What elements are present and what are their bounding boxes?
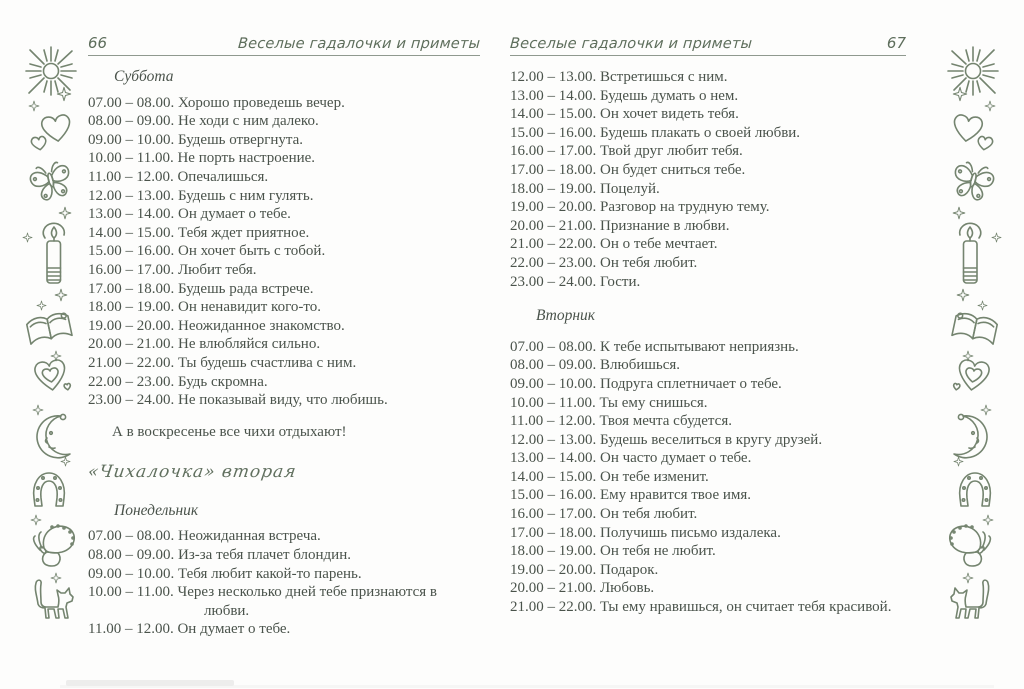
sparkle-star-icon <box>991 232 1002 243</box>
page-number: 66 <box>88 34 108 52</box>
fortune-entry <box>88 373 480 392</box>
sparkle-star-icon <box>22 232 33 243</box>
entry-text: Признание в любви. <box>600 217 730 234</box>
fortune-entry <box>510 356 906 375</box>
fortune-entry <box>510 505 906 524</box>
day-heading: Суббота <box>114 68 174 85</box>
entry-text: Получишь письмо издалека. <box>600 524 781 541</box>
fortune-entry <box>510 254 906 273</box>
side-butterfly-icon <box>946 520 998 572</box>
entry-text: Поцелуй. <box>600 180 660 197</box>
entry-text: Хорошо проведешь вечер. <box>178 94 345 111</box>
page-67 <box>510 30 906 617</box>
time-range: 09.00 – 10.00. <box>510 375 600 392</box>
entry-text: Тебя ждет приятное. <box>178 224 310 241</box>
sparkle-star-icon <box>28 100 40 112</box>
fortune-entry <box>510 217 906 236</box>
entry-text: Влюбишься. <box>600 357 681 374</box>
time-range: 15.00 – 16.00. <box>88 243 178 260</box>
time-range: 14.00 – 15.00. <box>510 468 600 485</box>
entry-text: Ты будешь счастлива с ним. <box>178 354 357 371</box>
time-range: 19.00 – 20.00. <box>510 199 600 216</box>
time-range: 21.00 – 22.00. <box>510 236 600 253</box>
entry-text: Он тебя не любит. <box>600 543 716 560</box>
butterfly-icon <box>948 156 998 206</box>
time-range: 21.00 – 22.00. <box>510 599 600 616</box>
time-range: 10.00 – 11.00. <box>88 584 178 601</box>
entry-text: Он о тебе мечтает. <box>600 236 718 253</box>
entry-text: Тебя любит какой-то парень. <box>178 565 362 582</box>
heart-in-heart-icon <box>26 356 76 400</box>
time-range: 16.00 – 17.00. <box>88 261 178 278</box>
candle-icon <box>948 222 996 288</box>
fortune-entry <box>510 180 906 199</box>
time-range: 17.00 – 18.00. <box>510 524 600 541</box>
entry-text: Не показывай виду, что любишь. <box>178 392 388 409</box>
time-range: 17.00 – 18.00. <box>88 280 178 297</box>
page-header <box>88 30 480 52</box>
fortune-entry <box>510 468 906 487</box>
time-range: 13.00 – 14.00. <box>510 87 600 104</box>
entry-text: Подруга сплетничает о тебе. <box>600 375 782 392</box>
entry-text: Любовь. <box>600 580 655 597</box>
fortune-entry <box>88 391 480 410</box>
time-range: 08.00 – 09.00. <box>88 547 178 564</box>
time-range: 16.00 – 17.00. <box>510 506 600 523</box>
fortune-entry <box>510 579 906 598</box>
entry-text: Он тебя любит. <box>600 506 698 523</box>
entry-text: Будешь веселиться в кругу друзей. <box>600 431 823 448</box>
time-range: 22.00 – 23.00. <box>510 254 600 271</box>
entry-text: Встретишься с ним. <box>600 69 728 85</box>
time-range: 10.00 – 11.00. <box>510 394 600 411</box>
entry-text: Не порть настроение. <box>177 150 316 167</box>
fortune-entry <box>88 112 480 131</box>
sparkle-star-icon <box>56 86 72 102</box>
time-range: 13.00 – 14.00. <box>88 206 178 223</box>
time-range: 20.00 – 21.00. <box>510 217 600 234</box>
entry-text: Будешь рада встрече. <box>178 280 314 297</box>
entry-text: Ему нравится твое имя. <box>600 487 752 504</box>
time-range: 23.00 – 24.00. <box>88 392 178 409</box>
running-title: Веселые гадалочки и приметы <box>509 36 753 52</box>
hearts-icon <box>26 112 76 154</box>
fortune-entry <box>88 149 480 168</box>
fortune-entry <box>510 124 906 143</box>
page-66 <box>88 30 480 639</box>
entry-text: Гости. <box>600 273 641 290</box>
fortune-entry <box>510 431 906 450</box>
page-66-content <box>88 68 480 639</box>
entry-text: Он думает о тебе. <box>177 621 291 638</box>
fortune-entry <box>88 168 480 187</box>
entry-text: Из-за тебя плачет блондин. <box>178 547 351 564</box>
time-range: 21.00 – 22.00. <box>88 354 178 371</box>
fortune-entry <box>88 94 480 113</box>
sparkle-star-icon <box>54 288 68 302</box>
moon-icon <box>30 412 78 462</box>
entry-text: Не ходи с ним далеко. <box>178 113 319 130</box>
time-range: 12.00 – 13.00. <box>510 431 600 448</box>
header-rule <box>88 55 480 56</box>
time-range: 08.00 – 09.00. <box>510 357 600 374</box>
fortune-entry <box>510 375 906 394</box>
time-range: 10.00 – 11.00. <box>88 150 178 167</box>
entry-text: Через несколько дней тебе признаются в любви. <box>177 584 437 619</box>
sparkle-star-icon <box>952 86 968 102</box>
time-range: 18.00 – 19.00. <box>88 299 178 316</box>
time-range: 12.00 – 13.00. <box>88 187 178 204</box>
sparkle-star-icon <box>956 288 970 302</box>
entry-text: Любит тебя. <box>178 261 257 278</box>
fortune-entry <box>510 161 906 180</box>
time-range: 22.00 – 23.00. <box>88 373 178 390</box>
entry-text: Он хочет быть с тобой. <box>178 243 326 260</box>
fortune-entry <box>88 261 480 280</box>
entry-text: Будешь с ним гулять. <box>178 187 314 204</box>
page-67-content <box>510 68 906 617</box>
heart-in-heart-icon <box>948 356 998 400</box>
entry-text: Он ненавидит кого-то. <box>178 299 321 316</box>
sparkle-star-icon <box>984 100 996 112</box>
fortune-entry <box>510 449 906 468</box>
day-heading: Вторник <box>536 307 596 325</box>
entry-text: Он будет сниться тебе. <box>600 161 746 178</box>
book-icon <box>22 306 76 350</box>
fortune-entry <box>510 273 906 292</box>
fortune-entry <box>510 142 906 161</box>
fortune-entry <box>510 87 906 106</box>
horseshoe-icon <box>952 466 998 512</box>
fortune-entry <box>510 235 906 254</box>
fortune-entry <box>88 242 480 261</box>
side-butterfly-icon <box>26 520 78 572</box>
entry-text: Разговор на трудную тему. <box>600 199 770 216</box>
fortune-entry <box>510 68 906 87</box>
time-range: 07.00 – 08.00. <box>510 338 600 355</box>
fortune-entry <box>88 620 480 639</box>
entry-text: Неожиданное знакомство. <box>178 317 345 334</box>
time-range: 20.00 – 21.00. <box>510 580 600 597</box>
entry-text: Будешь думать о нем. <box>600 87 739 104</box>
entry-text: Он тебя любит. <box>600 254 698 271</box>
fortune-entry <box>88 583 480 620</box>
fortune-entry <box>510 524 906 543</box>
entry-text: Подарок. <box>600 561 659 578</box>
time-range: 15.00 – 16.00. <box>510 124 600 141</box>
moon-icon <box>946 412 994 462</box>
time-range: 09.00 – 10.00. <box>88 565 178 582</box>
time-range: 17.00 – 18.00. <box>510 161 600 178</box>
time-range: 14.00 – 15.00. <box>510 106 600 123</box>
cat-icon <box>24 576 78 628</box>
entry-text: Он часто думает о тебе. <box>600 450 752 467</box>
entry-text: Не влюбляйся сильно. <box>178 336 321 353</box>
fortune-entry <box>88 354 480 373</box>
time-range: 07.00 – 08.00. <box>88 94 178 111</box>
fortune-entry <box>88 317 480 336</box>
fortune-entry <box>88 565 480 584</box>
fortune-entry <box>88 298 480 317</box>
time-range: 12.00 – 13.00. <box>510 69 600 85</box>
fortune-entry <box>510 105 906 124</box>
fortune-entry <box>88 187 480 206</box>
fortune-entry <box>88 131 480 150</box>
time-range: 19.00 – 20.00. <box>510 561 600 578</box>
time-range: 16.00 – 17.00. <box>510 143 600 160</box>
fortune-entry <box>510 542 906 561</box>
sparkle-star-icon <box>952 206 966 220</box>
time-range: 08.00 – 09.00. <box>88 113 178 130</box>
entry-text: Ты ему нравишься, он считает тебя красивой. <box>600 599 892 616</box>
entry-text: Будь скромна. <box>178 373 268 390</box>
fortune-entry <box>510 598 906 617</box>
fortune-entry <box>88 224 480 243</box>
horseshoe-icon <box>26 466 72 512</box>
fortune-entry <box>510 486 906 505</box>
fortune-entry <box>510 394 906 413</box>
time-range: 09.00 – 10.00. <box>88 131 178 148</box>
fortune-entry <box>88 335 480 354</box>
fortune-entry <box>88 527 480 546</box>
header-rule <box>510 55 906 56</box>
book-icon <box>948 306 1002 350</box>
entry-text: Неожиданная встреча. <box>178 528 321 545</box>
entry-text: Опечалишься. <box>177 168 269 185</box>
page-header <box>510 30 906 52</box>
sparkle-star-icon <box>58 206 72 220</box>
time-range: 14.00 – 15.00. <box>88 224 178 241</box>
time-range: 19.00 – 20.00. <box>88 317 178 334</box>
time-range: 20.00 – 21.00. <box>88 336 178 353</box>
time-range: 18.00 – 19.00. <box>510 543 600 560</box>
time-range: 11.00 – 12.00. <box>88 621 178 638</box>
entry-text: Он тебе изменит. <box>600 468 709 485</box>
time-range: 11.00 – 12.00. <box>510 413 600 430</box>
fortune-entry <box>88 546 480 565</box>
entry-text: Будешь плакать о своей любви. <box>600 124 801 141</box>
entry-text: Будешь отвергнута. <box>178 131 304 148</box>
entry-text: К тебе испытывают неприязнь. <box>600 338 799 355</box>
day-heading: Понедельник <box>114 501 199 519</box>
entry-text: Ты ему снишься. <box>599 394 708 411</box>
fortune-entry <box>88 205 480 224</box>
entry-text: Он хочет видеть тебя. <box>600 106 739 123</box>
section-script-heading: «Чихалочка» вторая <box>86 462 298 483</box>
butterfly-icon <box>26 156 76 206</box>
candle-icon <box>28 222 76 288</box>
fortune-entry <box>88 280 480 299</box>
page-edge-shadow <box>66 680 234 686</box>
hearts-icon <box>948 112 998 154</box>
page-number: 67 <box>886 34 906 52</box>
entry-text: Он думает о тебе. <box>178 206 291 223</box>
running-title: Веселые гадалочки и приметы <box>237 36 481 52</box>
entry-text: Твой друг любит тебя. <box>600 143 743 160</box>
sunday-note: А в воскресенье все чихи отдыхают! <box>112 423 347 440</box>
cat-icon <box>946 576 1000 628</box>
time-range: 18.00 – 19.00. <box>510 180 600 197</box>
time-range: 07.00 – 08.00. <box>88 528 178 545</box>
time-range: 23.00 – 24.00. <box>510 273 600 290</box>
fortune-entry <box>510 198 906 217</box>
entry-text: Твоя мечта сбудется. <box>599 413 732 430</box>
fortune-entry <box>510 338 906 357</box>
fortune-entry <box>510 561 906 580</box>
time-range: 13.00 – 14.00. <box>510 450 600 467</box>
fortune-entry <box>510 412 906 431</box>
time-range: 15.00 – 16.00. <box>510 487 600 504</box>
time-range: 11.00 – 12.00. <box>88 168 178 185</box>
